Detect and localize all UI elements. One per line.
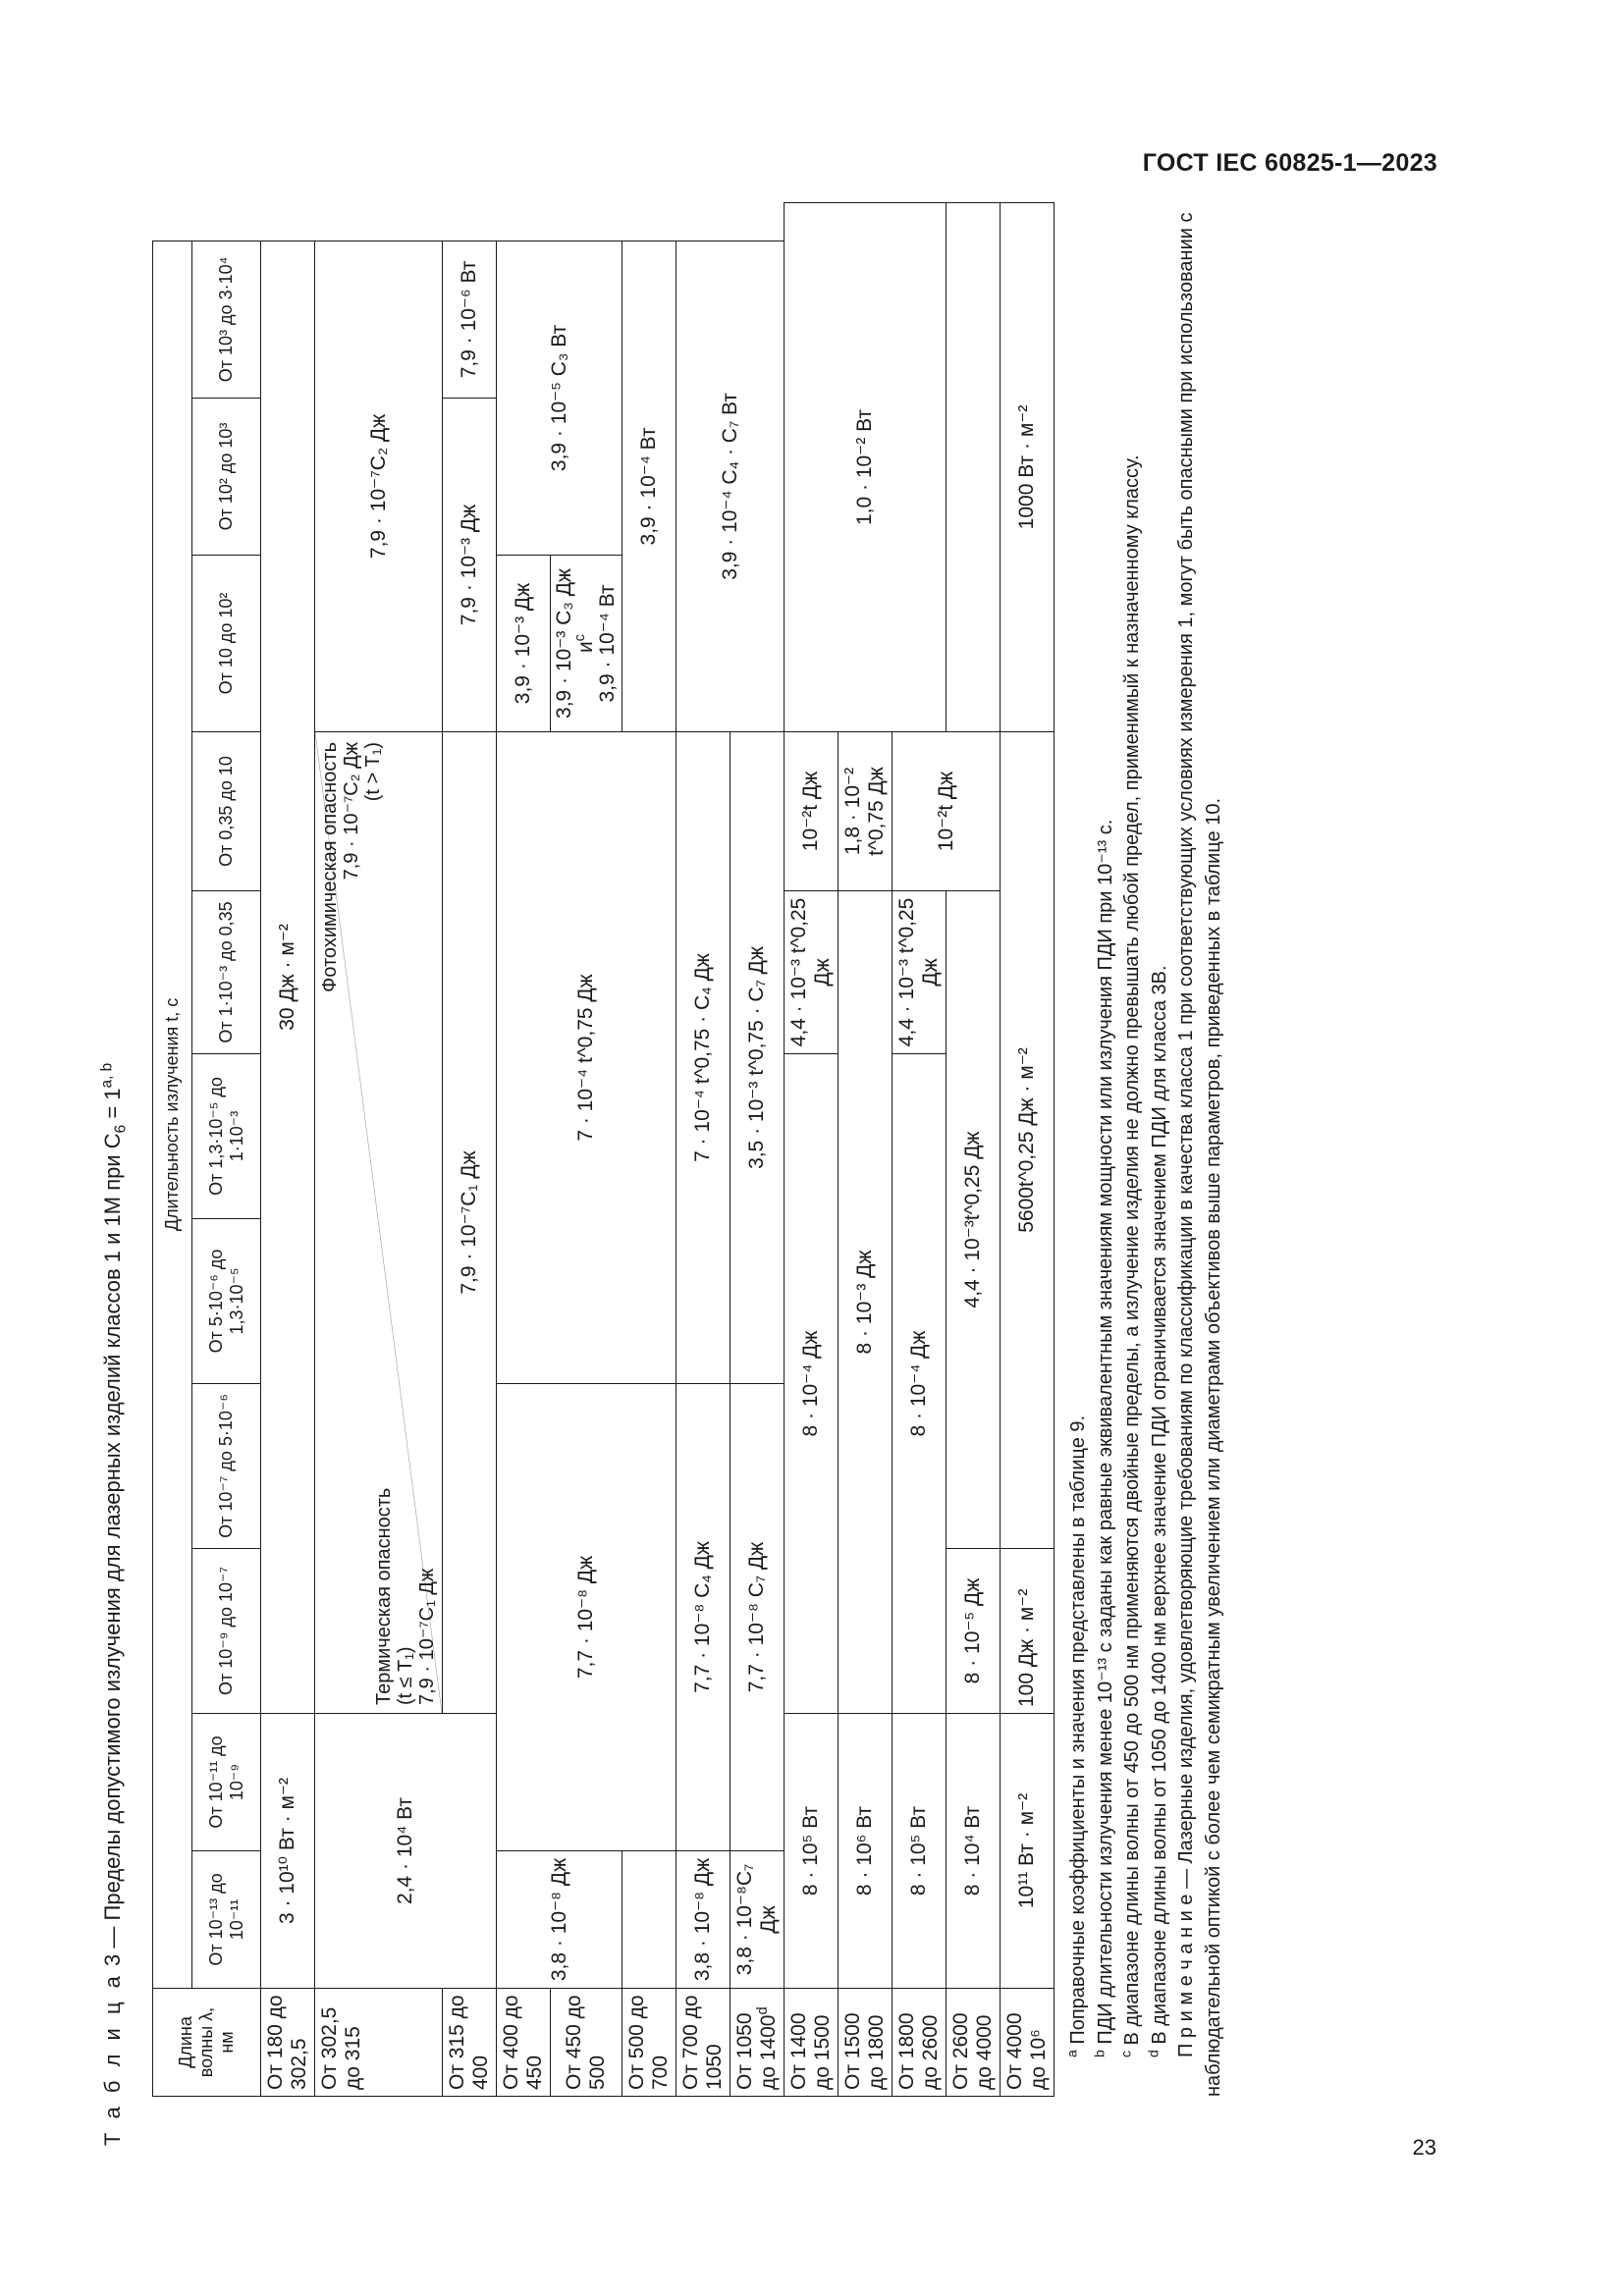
caption-text: — Пределы допустимого излучения для лазерных изделий классов 1 и 1М при C [100,1133,125,1954]
table-cell: 2,4 · 10⁴ Вт [315,1714,497,1989]
dual-limit-power: 3,9 · 10⁻⁴ Вт [596,584,619,703]
table-cell: 30 Дж · м⁻² [261,240,315,1713]
dual-limit-energy: 3,9 · 10⁻³ C₃ Дж и [553,568,597,719]
table-row [315,203,443,2097]
photochemical-hazard-block [319,742,384,992]
table-cell: 7,9 · 10⁻⁷C₂ Дж [315,240,443,731]
table-row [947,203,1001,2097]
standard-id: ГОСТ IEC 60825-1—2023 [1142,149,1437,177]
empty-cell [623,1851,677,1989]
table-cell: 3,9 · 10⁻⁴ C₄ · C₇ Вт [677,240,785,731]
table-cell: 7,9 · 10⁻³ Дж [443,399,497,732]
table-cell: 7,7 · 10⁻⁸ C₇ Дж [731,1384,785,1851]
footnote-a: $^a$ Поправочные коэффициенты и значения представлены в таблице 9. [1063,1415,1089,2057]
wavelength-cell: От 315 до 400 [443,1989,497,2097]
thermal-value: 7,9 · 10⁻⁷C₁ Дж [416,1568,438,1705]
thermal-photochemical-cell [315,732,443,1714]
range-header: От 5·10⁻⁶ до 1,3·10⁻⁵ [192,1219,261,1384]
table-cell: 3,9 · 10⁻³ Дж [497,556,551,732]
footnote-c-text: В диапазоне длины волны от 450 до 500 нм применяются двойные пределы, а излучение изделия не должно превышать любой предел, применимый к назначенному классу. [1121,454,1143,2046]
table-cell: 8 · 10⁶ Вт [839,1714,893,1989]
range-header: От 10⁻¹³ до 10⁻¹¹ [192,1851,261,1989]
table-cell: 7,9 · 10⁻⁷C₁ Дж [443,732,497,1714]
range-header: От 10³ до 3·10⁴ [192,240,261,398]
caption-label: Т а б л и ц а [100,1972,125,2146]
wavelength-cell: От 1800 до 2600 [893,1989,947,2097]
note-primechanie [1173,202,1227,2097]
table-row [1001,203,1055,2097]
note-label: П р и м е ч а н и е [1175,1894,1197,2057]
footnote-ref-d: d [755,2006,771,2015]
table-cell: 1,0 · 10⁻² Вт [785,203,947,732]
wavelength-cell: От 302,5 до 315 [315,1989,443,2097]
thermal-hazard-block [373,1488,438,1705]
table-cell: 3,8 · 10⁻⁸ Дж [497,1851,623,1989]
wavelength-cell: От 2600 до 4000 [947,1989,1001,2097]
photo-value: 7,9 · 10⁻⁷C₂ Дж [341,742,362,881]
table-cell: 7 · 10⁻⁴ t^0,75 Дж [497,732,677,1384]
table-cell: 5600t^0,25 Дж · м⁻² [1001,732,1055,1549]
range-header: От 10⁻¹¹ до 10⁻⁹ [192,1714,261,1851]
footnote-b-text: ПДИ длительности излучения менее 10⁻¹³ с заданы как равные эквивалентным значениям мощности или излучения ПДИ при 10⁻¹³ с. [1094,819,1116,2045]
wavelength-cell: От 180 до 302,5 [261,1989,315,2097]
wavelength-cell: От 500 до 700 [623,1989,677,2097]
wavelength-cell: От 1500 до 1800 [839,1989,893,2097]
table-cell: 1000 Вт · м⁻² [1001,203,1055,732]
rotated-table-block [98,183,1453,2146]
table-cell: 4,4 · 10⁻³t^0,25 Дж [947,891,1001,1549]
table-row [785,203,839,2097]
table-row [677,203,731,2097]
table-cell: 10⁻²t Дж [893,732,1001,891]
table-cell: 10⁻²t Дж [785,732,839,891]
wavelength-cell: От 700 до 1050 [677,1989,731,2097]
table-cell: 3 · 10¹⁰ Вт · м⁻² [261,1714,315,1989]
table-notes [1065,202,1227,2097]
note-text: — Лазерные изделия, удовлетворяющие требованиям по классификации в качества класса 1 при соответствующих условиях измерения 1, могут быть опасными при использовании с наблюдательной оптикой с более чем семикратным увеличением или диаметрами объективов выше параметров, приведенных в таблице 10. [1175,212,1224,2097]
wavelength-cell: От 450 до 500 [551,1989,623,2097]
table-cell: 100 Дж · м⁻² [1001,1549,1055,1714]
empty-cell [947,203,1001,732]
table-cell: 7,7 · 10⁻⁸ Дж [497,1384,677,1851]
wavelength-cell: От 1400 до 1500 [785,1989,839,2097]
table-cell: 8 · 10⁵ Вт [893,1714,947,1989]
table-cell: 3,8 · 10⁻⁸C₇ Дж [731,1851,785,1989]
table-cell: 4,4 · 10⁻³ t^0,25 Дж [893,891,947,1054]
limits-table [152,202,1055,2097]
table-cell: 7,7 · 10⁻⁸ C₄ Дж [677,1384,731,1851]
caption-footnote-refs: a, b [98,1062,116,1089]
wavelength-label: От 1050 до 1400 [733,2012,780,2090]
table-row [261,203,315,2097]
table-cell: 3,8 · 10⁻⁸ Дж [677,1851,731,1989]
photo-condition: (t > T₁) [362,742,384,802]
footnote-ref-c: c [572,633,588,642]
footnote-b: $^b$ ПДИ длительности излучения менее 10⁻¹³ с заданы как равные эквивалентным значениям мощности или излучения ПДИ при 10⁻¹³ с. [1090,819,1116,2057]
table-cell: 10¹¹ Вт · м⁻² [1001,1714,1055,1989]
header-row-1 [153,203,192,2097]
wavelength-header: Длина волны λ, нм [153,1989,261,2097]
table-cell: 3,9 · 10⁻⁴ Вт [623,240,677,731]
table-cell: 8 · 10⁻⁴ Дж [785,1054,839,1714]
caption-subscript: 6 [112,1124,130,1134]
table-cell: 8 · 10⁻³ Дж [839,891,893,1714]
range-header: От 10 до 10² [192,556,261,732]
duration-header: Длительность излучения t, с [153,240,192,1988]
table-cell: 3,9 · 10⁻⁵ C₃ Вт [497,240,623,555]
table-row [497,203,551,2097]
footnote-d-text: В диапазоне длины волны от 1050 до 1400 нм верхнее значение ПДИ ограничивается значением ПДИ для класса 3В. [1148,965,1170,2045]
table-cell: 8 · 10⁴ Вт [947,1714,1001,1989]
wavelength-cell [731,1989,785,2097]
range-header: От 1·10⁻³ до 0,35 [192,891,261,1054]
footnote-c: $^c$ В диапазоне длины волны от 450 до 500 нм применяются двойные пределы, а излучение изделия не должно превышать любой предел, применимый к назначенному классу. [1117,454,1143,2057]
wavelength-cell: От 4000 до 10⁶ [1001,1989,1055,2097]
footnote-d: $^d$ В диапазоне длины волны от 1050 до 1400 нм верхнее значение ПДИ ограничивается значением ПДИ для класса 3В. [1144,965,1170,2057]
range-header: От 10⁻⁹ до 10⁻⁷ [192,1549,261,1714]
footnote-a-text: Поправочные коэффициенты и значения представлены в таблице 9. [1067,1415,1089,2045]
table-cell: 1,8 · 10⁻² t^0,75 Дж [839,732,893,891]
range-header: От 0,35 до 10 [192,732,261,891]
table-caption [98,183,128,2146]
thermal-condition: (t ≤ T₁) [395,1646,416,1705]
page-number: 23 [1412,2135,1436,2160]
range-header: От 10² до 10³ [192,399,261,556]
range-header: От 10⁻⁷ до 5·10⁻⁶ [192,1384,261,1549]
table-cell: 7 · 10⁻⁴ t^0,75 · C₄ Дж [677,732,731,1384]
thermal-title: Термическая опасность [373,1487,395,1705]
range-header: От 1,3·10⁻⁵ до 1·10⁻³ [192,1054,261,1219]
table-cell: 3,5 · 10⁻³ t^0,75 · C₇ Дж [731,732,785,1384]
table-cell: 8 · 10⁵ Вт [785,1714,839,1989]
photo-title: Фотохимическая опасность [319,742,341,992]
table-cell: 8 · 10⁻⁴ Дж [893,1054,947,1714]
table-cell: 7,9 · 10⁻⁶ Вт [443,240,497,398]
wavelength-cell: От 400 до 450 [497,1989,551,2097]
table-cell: 4,4 · 10⁻³ t^0,25 Дж [785,891,839,1054]
table-cell: 8 · 10⁻⁵ Дж [947,1549,1001,1714]
header-row-2 [192,203,261,2097]
caption-tail: = 1 [100,1088,125,1125]
caption-number: 3 [100,1953,125,1966]
table-cell [551,556,623,732]
